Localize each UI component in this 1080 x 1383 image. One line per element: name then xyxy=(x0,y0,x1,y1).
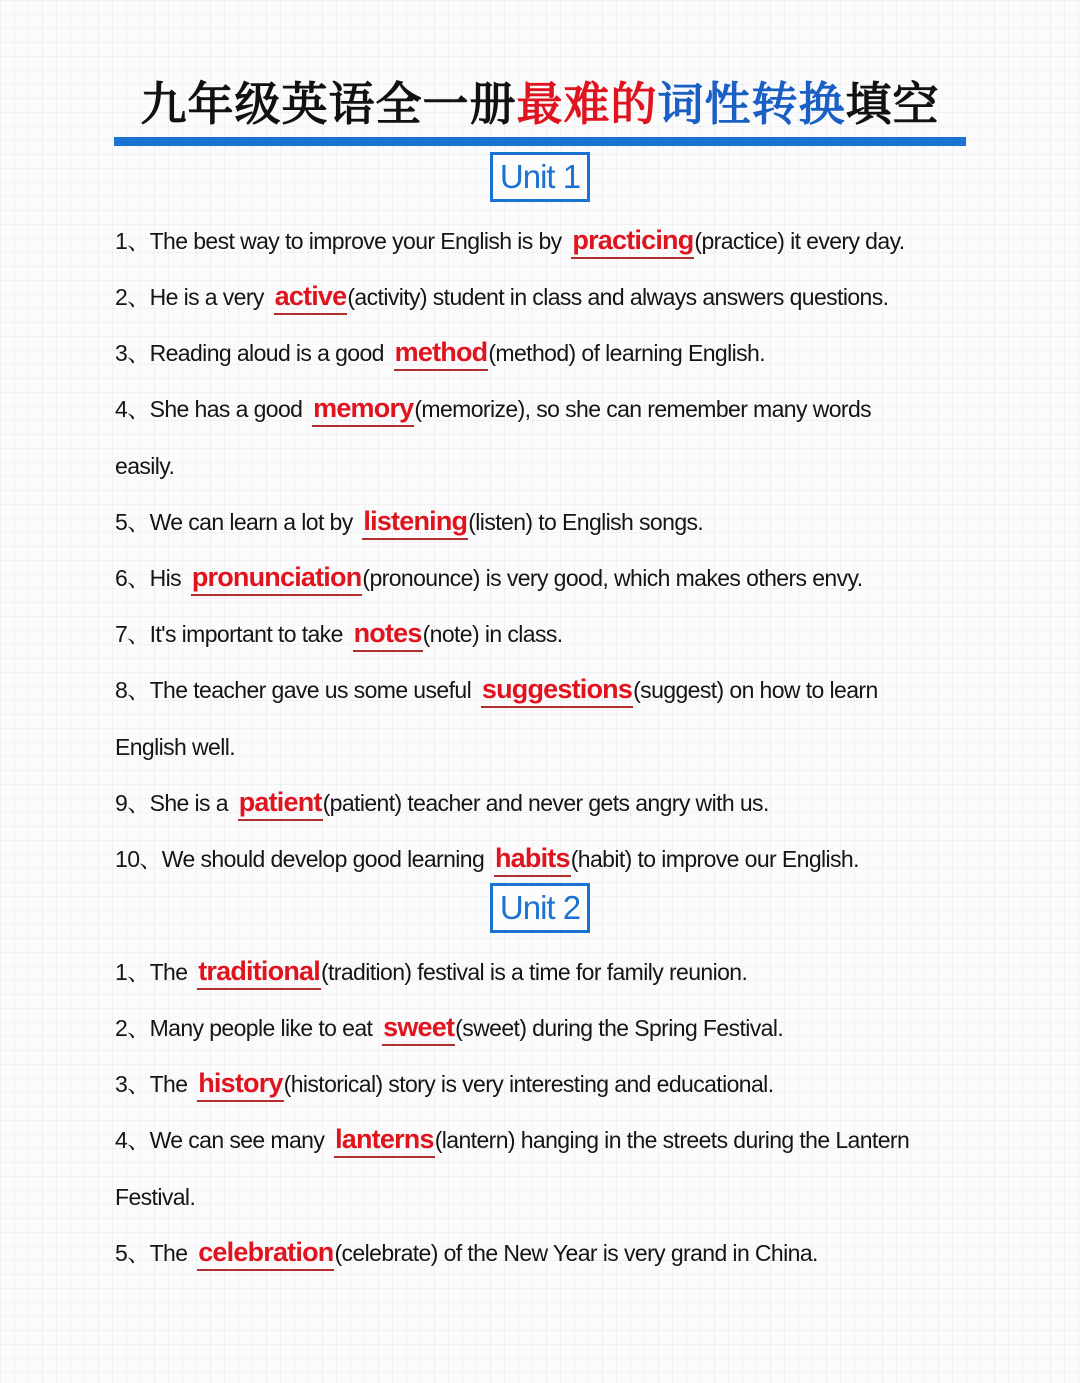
unit2-item-5 xyxy=(115,1233,985,1273)
item-text-before: The best way to improve your English is by xyxy=(149,228,568,254)
unit1-item-8 xyxy=(115,670,985,710)
item-text-after: (tradition) festival is a time for family reunion. xyxy=(320,959,748,985)
answer-word: traditional xyxy=(197,954,321,990)
unit-1-heading: Unit 1 xyxy=(490,152,590,202)
item-text-before: She is a xyxy=(149,790,234,816)
answer-word: patient xyxy=(238,785,323,821)
answer-word: practicing xyxy=(571,223,694,259)
unit2-item-2 xyxy=(115,1008,985,1048)
unit1-item-1 xyxy=(115,221,985,261)
unit1-item-4 xyxy=(115,389,985,429)
item-text-before: Many people like to eat xyxy=(149,1015,379,1041)
answer-word: lanterns xyxy=(334,1122,435,1158)
item-text-before: It's important to take xyxy=(149,621,349,647)
item-text-after: (note) in class. xyxy=(422,621,563,647)
item-text-after: (patient) teacher and never gets angry with us. xyxy=(322,790,769,816)
item-text-after: (activity) student in class and always answers questions. xyxy=(347,284,889,310)
item-text-before: The xyxy=(149,1240,194,1266)
item-text-after: (pronounce) is very good, which makes others envy. xyxy=(362,565,863,591)
answer-word: sweet xyxy=(382,1010,455,1046)
answer-word: listening xyxy=(362,504,468,540)
unit1-item-3 xyxy=(115,333,985,373)
item-number: 8、 xyxy=(115,677,150,703)
unit1-item-5 xyxy=(115,502,985,542)
unit1-item-6 xyxy=(115,558,985,598)
item-text-after: (suggest) on how to learn xyxy=(633,677,878,703)
answer-word: active xyxy=(274,279,348,315)
item-text-after: (habit) to improve our English. xyxy=(570,846,859,872)
item-text-after: (method) of learning English. xyxy=(488,340,766,366)
unit1-item-7 xyxy=(115,614,985,654)
item-number: 1、 xyxy=(115,959,150,985)
item-text-before: His xyxy=(149,565,187,591)
answer-word: memory xyxy=(312,391,414,427)
item-number: 2、 xyxy=(115,1015,150,1041)
unit1-item-4-continuation: easily. xyxy=(115,453,175,479)
answer-word: pronunciation xyxy=(191,560,363,596)
unit2-item-3 xyxy=(115,1064,985,1104)
item-text-after: (sweet) during the Spring Festival. xyxy=(455,1015,784,1041)
item-number: 10、 xyxy=(115,846,162,872)
item-number: 9、 xyxy=(115,790,150,816)
unit2-item-4 xyxy=(115,1120,985,1160)
item-number: 2、 xyxy=(115,284,150,310)
item-text-before: We should develop good learning xyxy=(161,846,490,872)
item-number: 6、 xyxy=(115,565,150,591)
item-number: 7、 xyxy=(115,621,150,647)
item-text-after: (practice) it every day. xyxy=(694,228,905,254)
item-text-after: (historical) story is very interesting and educational. xyxy=(283,1071,774,1097)
item-number: 1、 xyxy=(115,228,150,254)
item-text-after: (lantern) hanging in the streets during the Lantern xyxy=(434,1127,910,1153)
item-text-before: The teacher gave us some useful xyxy=(149,677,477,703)
unit-2-heading: Unit 2 xyxy=(490,883,590,933)
item-number: 3、 xyxy=(115,340,150,366)
unit2-item-1 xyxy=(115,952,985,992)
item-number: 4、 xyxy=(115,1127,150,1153)
answer-word: history xyxy=(197,1066,283,1102)
item-text-before: We can learn a lot by xyxy=(149,509,359,535)
item-number: 4、 xyxy=(115,396,150,422)
answer-word: suggestions xyxy=(481,672,633,708)
item-text-before: The xyxy=(149,959,194,985)
item-number: 5、 xyxy=(115,1240,150,1266)
item-text-before: We can see many xyxy=(149,1127,331,1153)
unit1-item-2 xyxy=(115,277,985,317)
title-part-black-2: 填空 xyxy=(845,77,940,131)
title-part-red: 最难的 xyxy=(516,77,658,131)
item-number: 5、 xyxy=(115,509,150,535)
item-text-after: (celebrate) of the New Year is very grand in China. xyxy=(334,1240,818,1266)
item-text-after: (listen) to English songs. xyxy=(468,509,704,535)
item-number: 3、 xyxy=(115,1071,150,1097)
item-text-before: The xyxy=(149,1071,194,1097)
page-title xyxy=(0,72,1080,136)
answer-word: notes xyxy=(353,616,423,652)
unit1-item-10 xyxy=(115,839,985,879)
answer-word: method xyxy=(394,335,489,371)
unit1-item-9 xyxy=(115,783,985,823)
item-text-before: He is a very xyxy=(149,284,270,310)
title-part-blue: 词性转换 xyxy=(657,77,846,131)
title-underline-bar xyxy=(114,137,966,146)
item-text-after: (memorize), so she can remember many words xyxy=(414,396,872,422)
answer-word: celebration xyxy=(197,1235,334,1271)
answer-word: habits xyxy=(494,841,571,877)
item-text-before: Reading aloud is a good xyxy=(149,340,390,366)
unit2-item-4-continuation: Festival. xyxy=(115,1184,196,1210)
item-text-before: She has a good xyxy=(149,396,309,422)
title-part-black-1: 九年级英语全一册 xyxy=(140,77,517,131)
unit1-item-8-continuation: English well. xyxy=(115,734,236,760)
